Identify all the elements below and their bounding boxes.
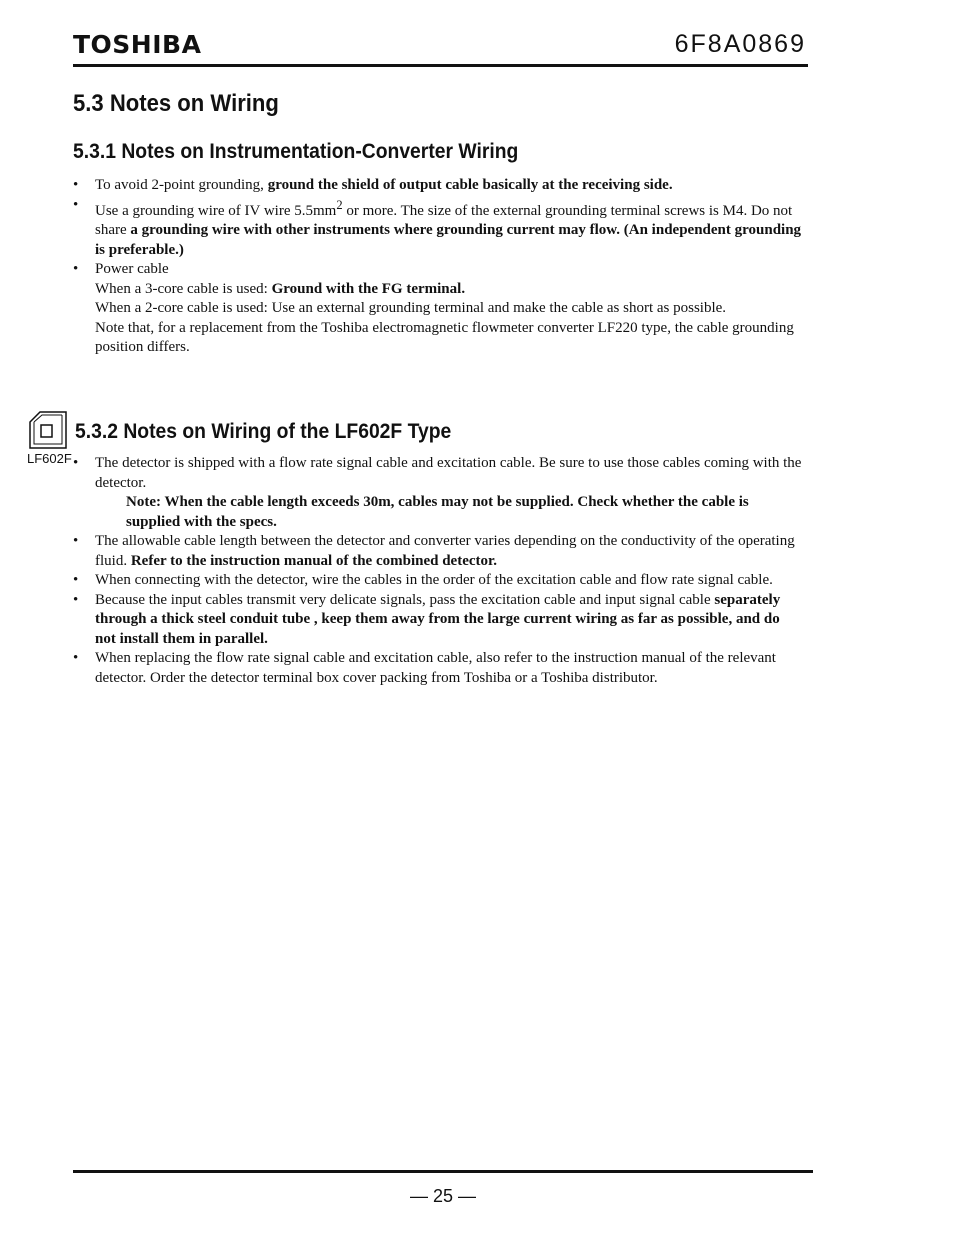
list-item: • Use a grounding wire of IV wire $5.5mm^2$ or more. The size of the external grounding terminal screws is M4. Do not share a grounding wire with other instruments where grounding current may flow. (An independent grounding is preferable.) [73,196,802,258]
footer-rule [73,1170,813,1173]
bullet-icon: • [73,533,79,549]
document-number: 6F8A0869 [674,30,806,58]
bullet-icon: • [73,196,79,213]
bullet-icon: • [73,177,79,193]
list-item: • Because the input cables transmit very delicate signals, pass the excitation cable and input signal cable separately through a thick steel conduit tube , keep them away from the large current wiring as far as possible, and do not install them in parallel. [73,591,781,647]
wiring-notes-list [73,176,803,358]
bullet-icon: • [73,591,79,608]
cable-length-note: Note: When the cable length exceeds 30m, cables may not be supplied. Check whether the cable is supplied with the specs. [126,494,749,530]
list-item: • The detector is shipped with a flow rate signal cable and excitation cable. Be sure to use those cables coming with the detector. Note: When the cable length exceeds 30m, cables may not be supplied. Check whether the cable is supplied with the specs. [73,454,803,532]
icon-label: LF602F [27,451,72,466]
lf602f-wiring-list [73,454,803,688]
section-title: 5.3 Notes on Wiring [73,90,279,117]
subsection-title-5-3-1: 5.3.1 Notes on Instrumentation-Converter Wiring [73,140,519,163]
list-item: • To avoid 2-point grounding, ground the shield of output cable basically at the receiving side. [73,176,803,196]
bullet-icon: • [73,650,79,666]
subsection-title-5-3-2: 5.3.2 Notes on Wiring of the LF602F Type [75,420,452,443]
brand-logo: TOSHIBA [73,30,202,59]
document-icon [28,410,68,455]
page-number: — 25 — [409,1186,477,1206]
list-item: • Power cable When a 3-core cable is used: Ground with the FG terminal. When a 2-core cable is used: Use an external grounding terminal and make the cable as short as possible. Note that, for a replacement from the Toshiba electromagnetic flowmeter converter LF220 type, the cable grounding position differs. [73,261,794,355]
bullet-icon: • [73,455,79,471]
list-item: • When replacing the flow rate signal cable and excitation cable, also refer to the instruction manual of the relevant detector. Order the detector terminal box cover packing from Toshiba or a Toshiba distributor. [73,650,776,686]
bullet-icon: • [73,261,79,277]
list-item: • The allowable cable length between the detector and converter varies depending on the conductivity of the operating fluid. Refer to the instruction manual of the combined detector. [73,533,795,569]
header-rule [73,64,808,67]
bullet-icon: • [73,572,79,588]
list-item: • When connecting with the detector, wire the cables in the order of the excitation cable and flow rate signal cable. [73,571,803,591]
